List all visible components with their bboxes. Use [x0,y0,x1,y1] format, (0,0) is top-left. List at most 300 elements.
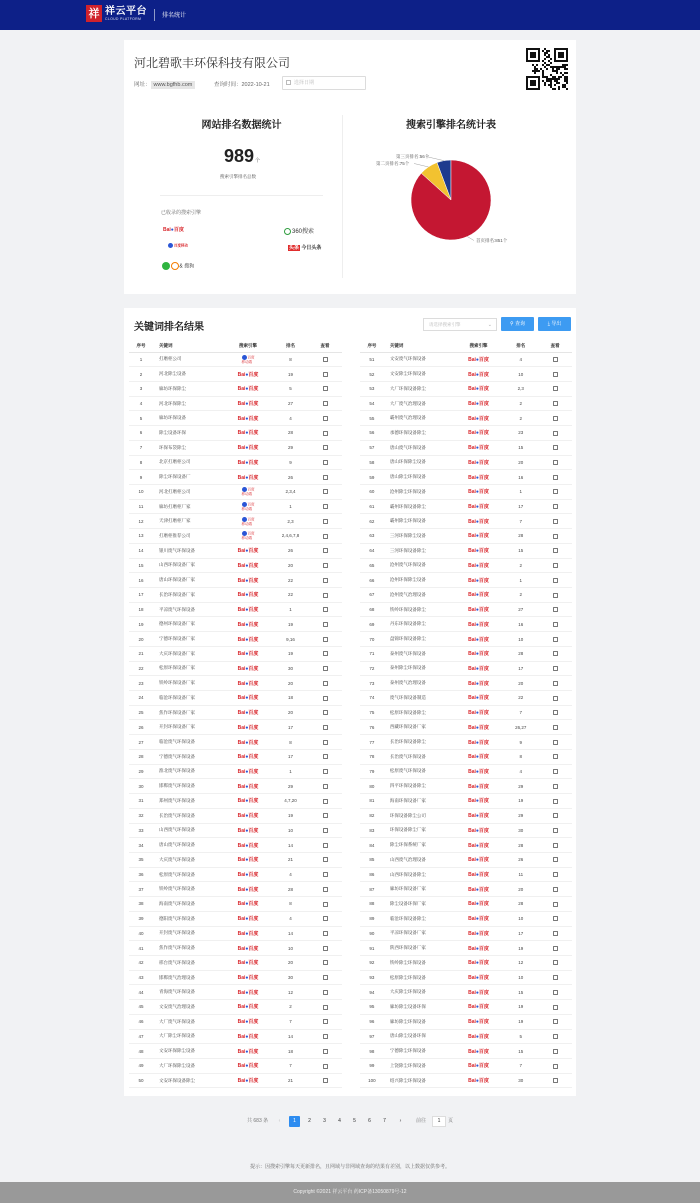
row-view[interactable] [538,764,572,779]
row-view[interactable] [538,484,572,499]
view-icon[interactable] [323,960,328,965]
row-view[interactable] [308,632,342,647]
row-view[interactable] [308,367,342,382]
row-view[interactable] [538,646,572,661]
row-view[interactable] [538,1044,572,1059]
view-icon[interactable] [553,607,558,612]
view-icon[interactable] [553,489,558,494]
table-row [360,602,572,617]
query-time: 查询时间：2022-10-21 [214,82,270,88]
prev-page-button[interactable]: ‹ [278,1118,281,1124]
row-view[interactable] [308,852,342,867]
row-view[interactable] [538,720,572,735]
row-view[interactable] [308,1073,342,1088]
view-icon[interactable] [323,416,328,421]
view-icon[interactable] [323,696,328,701]
view-icon[interactable] [553,460,558,465]
row-view[interactable] [308,661,342,676]
row-keyword: 淮北废气环保设备 [153,764,223,779]
jump-page-input[interactable]: 1 [432,1116,446,1127]
baidu-mobile-icon: 百度 移动端 [241,355,255,364]
view-icon[interactable] [323,931,328,936]
table-row [129,852,342,867]
row-engine [454,1044,504,1059]
table-row [360,867,572,882]
row-engine [454,396,504,411]
row-keyword: 文安废气环保设备 [384,352,454,367]
view-icon[interactable] [553,710,558,715]
view-icon[interactable] [323,578,328,583]
view-icon[interactable] [553,857,558,862]
search-button[interactable]: ⚲ 查询 [501,317,534,331]
view-icon[interactable] [323,357,328,362]
view-icon[interactable] [323,1064,328,1069]
next-page-button[interactable]: › [399,1118,402,1124]
row-keyword: 沧州废气环保设备 [384,558,454,573]
column-header: 关键词 [153,340,223,352]
row-index: 10 [129,484,153,499]
row-index: 78 [360,749,384,764]
pie-label-line [467,237,474,241]
view-icon[interactable] [323,1078,328,1083]
row-rank: 15 [503,543,538,558]
row-view[interactable] [538,529,572,544]
page-button-3[interactable]: 3 [323,1118,326,1124]
row-view[interactable] [308,352,342,367]
qr-module [546,76,548,78]
row-view[interactable] [538,543,572,558]
page-button-1[interactable]: 1 [289,1116,300,1127]
row-engine [223,602,273,617]
platform-logo[interactable] [86,5,147,22]
table-row [129,602,342,617]
row-view[interactable] [308,529,342,544]
row-view[interactable] [308,558,342,573]
row-rank: 20 [273,705,308,720]
table-row [129,970,342,985]
row-view[interactable] [538,1073,572,1088]
row-view[interactable] [538,352,572,367]
row-view[interactable] [308,543,342,558]
row-view[interactable] [308,970,342,985]
row-index: 18 [129,602,153,617]
row-view[interactable] [538,985,572,1000]
view-icon[interactable] [553,754,558,759]
table-row [360,661,572,676]
row-view[interactable] [538,470,572,485]
table-row [129,882,342,897]
row-view[interactable] [308,911,342,926]
row-view[interactable] [308,646,342,661]
row-view[interactable] [538,705,572,720]
baidu-icon: Bai●百度 [468,872,489,879]
row-view[interactable] [308,749,342,764]
row-view[interactable] [538,411,572,426]
row-view[interactable] [308,617,342,632]
row-rank: 17 [503,661,538,676]
row-index: 97 [360,1029,384,1044]
view-icon[interactable] [323,1034,328,1039]
view-icon[interactable] [553,681,558,686]
view-icon[interactable] [553,357,558,362]
view-icon[interactable] [553,1005,558,1010]
page-button-2[interactable]: 2 [308,1118,311,1124]
row-view[interactable] [538,1029,572,1044]
view-icon[interactable] [553,828,558,833]
view-icon[interactable] [323,857,328,862]
view-icon[interactable] [323,519,328,524]
table-row [360,735,572,750]
row-view[interactable] [308,381,342,396]
row-view[interactable] [308,1059,342,1074]
row-view[interactable] [538,867,572,882]
baidu-icon: Bai●百度 [468,710,489,717]
row-view[interactable] [308,396,342,411]
row-view[interactable] [308,676,342,691]
row-view[interactable] [308,499,342,514]
row-view[interactable] [538,396,572,411]
row-view[interactable] [308,573,342,588]
table-row [129,911,342,926]
view-icon[interactable] [553,637,558,642]
row-view[interactable] [308,426,342,441]
view-icon[interactable] [553,431,558,436]
row-view[interactable] [538,661,572,676]
row-rank: 2 [503,558,538,573]
view-icon[interactable] [323,563,328,568]
row-engine [223,779,273,794]
row-engine [454,691,504,706]
row-view[interactable] [538,455,572,470]
table-row [129,661,342,676]
row-view[interactable] [308,985,342,1000]
view-icon[interactable] [553,1078,558,1083]
column-header: 排名 [503,340,538,352]
row-view[interactable] [538,588,572,603]
view-icon[interactable] [323,431,328,436]
baidu-icon: Bai●百度 [237,872,259,879]
page-button-6[interactable]: 6 [368,1118,371,1124]
view-icon[interactable] [553,563,558,568]
row-view[interactable] [538,970,572,985]
view-icon[interactable] [553,960,558,965]
view-icon[interactable] [553,519,558,524]
row-view[interactable] [538,514,572,529]
table-row [129,381,342,396]
view-icon[interactable] [323,799,328,804]
calendar-icon [286,80,291,85]
row-view[interactable] [308,411,342,426]
row-rank: 17 [503,499,538,514]
view-icon[interactable] [323,887,328,892]
row-view[interactable] [538,779,572,794]
page-button-4[interactable]: 4 [338,1118,341,1124]
view-icon[interactable] [323,386,328,391]
view-icon[interactable] [553,872,558,877]
view-icon[interactable] [323,902,328,907]
row-index: 65 [360,558,384,573]
view-icon[interactable] [553,975,558,980]
row-engine [454,808,504,823]
row-view[interactable] [308,794,342,809]
row-view[interactable] [308,588,342,603]
row-view[interactable] [538,676,572,691]
row-view[interactable] [308,514,342,529]
row-view[interactable] [308,897,342,912]
view-icon[interactable] [553,769,558,774]
row-rank: 17 [503,926,538,941]
row-view[interactable] [538,852,572,867]
view-icon[interactable] [323,445,328,450]
row-engine [223,808,273,823]
view-icon[interactable] [323,401,328,406]
row-engine [223,691,273,706]
row-view[interactable] [538,617,572,632]
engine-select[interactable] [423,318,497,331]
row-rank: 8 [273,897,308,912]
view-icon[interactable] [553,931,558,936]
view-icon[interactable] [323,593,328,598]
view-icon[interactable] [553,784,558,789]
view-icon[interactable] [323,1005,328,1010]
row-keyword: 焦作环保设备厂家 [153,705,223,720]
column-header: 查看 [538,340,572,352]
row-view[interactable] [538,794,572,809]
row-view[interactable] [538,632,572,647]
page-button-7[interactable]: 7 [383,1118,386,1124]
row-view[interactable] [538,440,572,455]
view-icon[interactable] [323,651,328,656]
row-keyword: 西藏环保设备厂家 [384,720,454,735]
view-icon[interactable] [553,548,558,553]
row-view[interactable] [538,573,572,588]
row-view[interactable] [308,941,342,956]
view-icon[interactable] [553,593,558,598]
view-icon[interactable] [553,1034,558,1039]
row-view[interactable] [308,1029,342,1044]
qr-module [554,76,556,78]
view-icon[interactable] [553,475,558,480]
row-keyword: 霸州除尘环保设备 [384,514,454,529]
view-icon[interactable] [553,1064,558,1069]
qr-module [548,78,550,80]
row-engine [454,794,504,809]
row-view[interactable] [538,955,572,970]
view-icon[interactable] [553,401,558,406]
row-view[interactable] [538,602,572,617]
view-icon[interactable] [323,1049,328,1054]
row-view[interactable] [308,838,342,853]
table-row [129,411,342,426]
view-icon[interactable] [323,784,328,789]
baidu-icon: Bai●百度 [237,989,259,996]
row-view[interactable] [308,808,342,823]
row-rank: 10 [503,632,538,647]
row-rank: 7 [503,514,538,529]
view-icon[interactable] [553,740,558,745]
row-view[interactable] [538,808,572,823]
row-rank: 19 [273,367,308,382]
site-url[interactable]: www.bgfhb.com [151,81,196,89]
view-icon[interactable] [323,372,328,377]
table-row [360,676,572,691]
view-icon[interactable] [553,534,558,539]
view-icon[interactable] [323,828,328,833]
view-icon[interactable] [553,666,558,671]
view-icon[interactable] [323,946,328,951]
row-view[interactable] [538,749,572,764]
view-icon[interactable] [553,813,558,818]
row-keyword: 郑州废气环保设备 [153,794,223,809]
view-icon[interactable] [553,1019,558,1024]
view-icon[interactable] [553,696,558,701]
row-view[interactable] [538,838,572,853]
row-view[interactable] [308,867,342,882]
view-icon[interactable] [553,902,558,907]
row-keyword: 宁德废气环保设备 [153,749,223,764]
view-icon[interactable] [553,445,558,450]
row-index: 3 [129,381,153,396]
view-icon[interactable] [323,548,328,553]
row-view[interactable] [538,941,572,956]
view-icon[interactable] [323,534,328,539]
view-icon[interactable] [323,813,328,818]
view-icon[interactable] [323,916,328,921]
view-icon[interactable] [323,489,328,494]
row-view[interactable] [538,691,572,706]
row-view[interactable] [308,1000,342,1015]
row-view[interactable] [538,882,572,897]
row-view[interactable] [308,602,342,617]
view-icon[interactable] [553,1049,558,1054]
view-icon[interactable] [323,769,328,774]
view-icon[interactable] [323,460,328,465]
view-icon[interactable] [323,872,328,877]
row-view[interactable] [538,499,572,514]
view-icon[interactable] [323,681,328,686]
row-engine [454,823,504,838]
row-keyword: 邯郸废气环保设备 [153,779,223,794]
row-view[interactable] [308,882,342,897]
row-view[interactable] [308,779,342,794]
view-icon[interactable] [553,416,558,421]
view-icon[interactable] [323,504,328,509]
page-button-5[interactable]: 5 [353,1118,356,1124]
view-icon[interactable] [323,754,328,759]
row-view[interactable] [538,735,572,750]
view-icon[interactable] [553,504,558,509]
view-icon[interactable] [323,725,328,730]
row-view[interactable] [538,367,572,382]
qr-module [548,80,550,82]
row-view[interactable] [538,1014,572,1029]
row-view[interactable] [308,470,342,485]
row-view[interactable] [538,558,572,573]
view-icon[interactable] [553,843,558,848]
view-icon[interactable] [323,843,328,848]
row-rank: 20 [503,882,538,897]
row-view[interactable] [538,926,572,941]
row-view[interactable] [308,1014,342,1029]
row-view[interactable] [308,735,342,750]
view-icon[interactable] [323,475,328,480]
qr-module [534,72,536,74]
row-view[interactable] [308,764,342,779]
view-icon[interactable] [323,710,328,715]
row-view[interactable] [538,1059,572,1074]
qr-module [552,70,554,72]
view-icon[interactable] [553,651,558,656]
table-row [360,705,572,720]
row-view[interactable] [308,926,342,941]
view-icon[interactable] [553,622,558,627]
row-view[interactable] [538,1000,572,1015]
row-keyword: 铁岭环保设备除尘 [384,602,454,617]
row-engine [223,852,273,867]
row-engine [454,941,504,956]
view-icon[interactable] [323,666,328,671]
row-view[interactable] [308,823,342,838]
row-view[interactable] [538,897,572,912]
view-icon[interactable] [553,946,558,951]
row-rank: 20 [273,955,308,970]
row-view[interactable] [538,911,572,926]
row-view[interactable] [308,1044,342,1059]
row-view[interactable] [538,381,572,396]
row-view[interactable] [308,484,342,499]
row-index: 84 [360,838,384,853]
view-icon[interactable] [553,725,558,730]
row-index: 17 [129,588,153,603]
view-icon[interactable] [323,607,328,612]
row-rank: 7 [273,1014,308,1029]
view-icon[interactable] [553,386,558,391]
baidu-icon: Bai●百度 [237,768,259,775]
row-index: 82 [360,808,384,823]
view-icon[interactable] [323,622,328,627]
row-index: 12 [129,514,153,529]
table-row [360,617,572,632]
view-icon[interactable] [553,990,558,995]
view-icon[interactable] [323,740,328,745]
view-icon[interactable] [553,578,558,583]
row-view[interactable] [308,720,342,735]
row-view[interactable] [308,455,342,470]
nav-title[interactable]: 排名统计 [162,13,187,19]
row-view[interactable] [308,691,342,706]
keyword-table-right [360,340,572,1088]
row-view[interactable] [538,426,572,441]
view-icon[interactable] [323,637,328,642]
view-icon[interactable] [553,799,558,804]
row-view[interactable] [538,823,572,838]
view-icon[interactable] [553,372,558,377]
date-picker[interactable] [282,76,366,90]
view-icon[interactable] [553,916,558,921]
view-icon[interactable] [323,990,328,995]
view-icon[interactable] [553,887,558,892]
row-keyword: 绍兴除尘环保设备 [384,1073,454,1088]
row-view[interactable] [308,955,342,970]
row-view[interactable] [308,440,342,455]
qr-module [546,52,548,54]
view-icon[interactable] [323,1019,328,1024]
row-view[interactable] [308,705,342,720]
view-icon[interactable] [323,975,328,980]
row-index: 41 [129,941,153,956]
export-button[interactable]: ⤓ 导出 [538,317,571,331]
baidu-icon: Bai●百度 [237,1004,259,1011]
